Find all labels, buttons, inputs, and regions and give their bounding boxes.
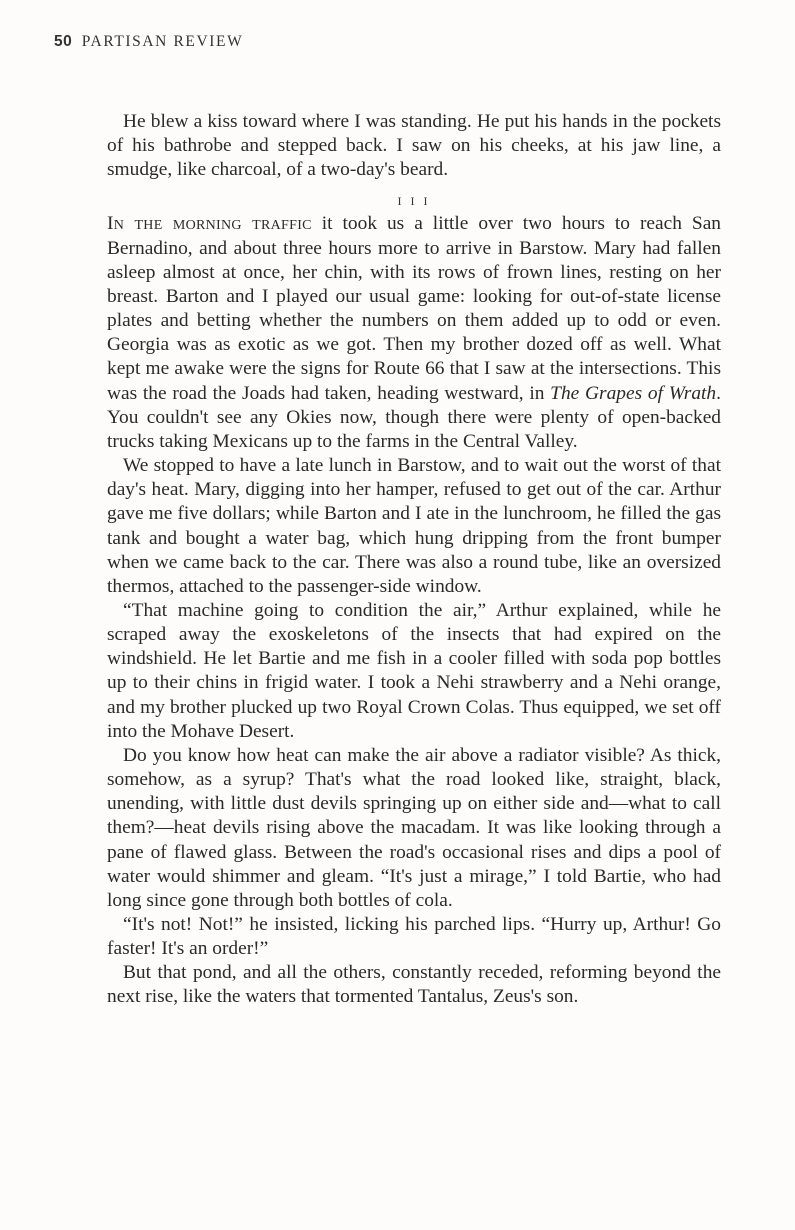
paragraph: He blew a kiss toward where I was standing. He put his hands in the pockets of his bathrobe and stepped back. I saw on his cheeks, at his jaw line, a smudge, like charcoal, of a two-day's beard. (107, 111, 721, 181)
journal-title: PARTISAN REVIEW (81, 33, 244, 50)
paragraph: But that pond, and all the others, constantly receded, reforming beyond the next rise, like the waters that tormented Tantalus, Zeus's son. (107, 962, 721, 1008)
paragraph: “It's not! Not!” he insisted, licking his parched lips. “Hurry up, Arthur! Go faster! It's an order!” (107, 914, 721, 960)
paragraph: “That machine going to condition the air,” Arthur explained, while he scraped away the exoskeletons of the insects that had expired on the windshield. He let Bartie and me fish in a cooler filled with soda pop bottles up to their chins in frigid water. I took a Nehi strawberry and a Nehi orange, and my brother plucked up two Royal Crown Colas. Thus equipped, we set off into the Mohave Desert. (107, 599, 721, 742)
lead-in-smallcaps: In the morning traffic (107, 213, 312, 235)
paragraph: Do you know how heat can make the air above a radiator visible? As thick, somehow, as a syrup? That's what the road looked like, straight, black, unending, with little dust devils springing up on either side and—what to call them?—heat devils rising above the macadam. It was like looking through a pane of flawed glass. Between the road's occasional rises and dips a pool of water would shimmer and gleam. “It's just a mirage,” I told Bartie, who had long since gone through both bottles of cola. (107, 744, 721, 911)
page-number: 50 (54, 33, 73, 50)
paragraph-text: it took us a little over two hours to reach San Bernadino, and about three hours more to arrive in Barstow. Mary had fallen asleep almost at once, her chin, with its rows of frown lines, resting on her breast. Barton and I played our usual game: looking for out-of-state license plates and betting whether the numbers on them added up to odd or even. Georgia was as exotic as we got. Then my brother dozed off as well. What kept me awake were the signs for Route 66 that I saw at the intersections. This was the road the Joads had taken, heading westward, in (107, 213, 722, 404)
book-title: The Grapes of Wrath (550, 382, 717, 404)
running-head (54, 33, 243, 51)
paragraph: We stopped to have a late lunch in Barstow, and to wait out the worst of that day's heat. Mary, digging into her hamper, refused to get out of the car. Arthur gave me five dollars; while Barton and I ate in the lunchroom, he filled the gas tank and bought a water bag, which hung dripping from the front bumper when we came back to the car. There was also a round tube, like an oversized thermos, attached to the passenger-side window. (107, 455, 721, 597)
body-text (107, 110, 721, 1010)
section-numeral: I I I (397, 194, 431, 209)
paragraph (107, 212, 721, 454)
paragraph-text: . You couldn't see any Okies now, though there were plenty of open-backed trucks taking Mexicans up to the farms in the Central Valley. (107, 382, 721, 452)
